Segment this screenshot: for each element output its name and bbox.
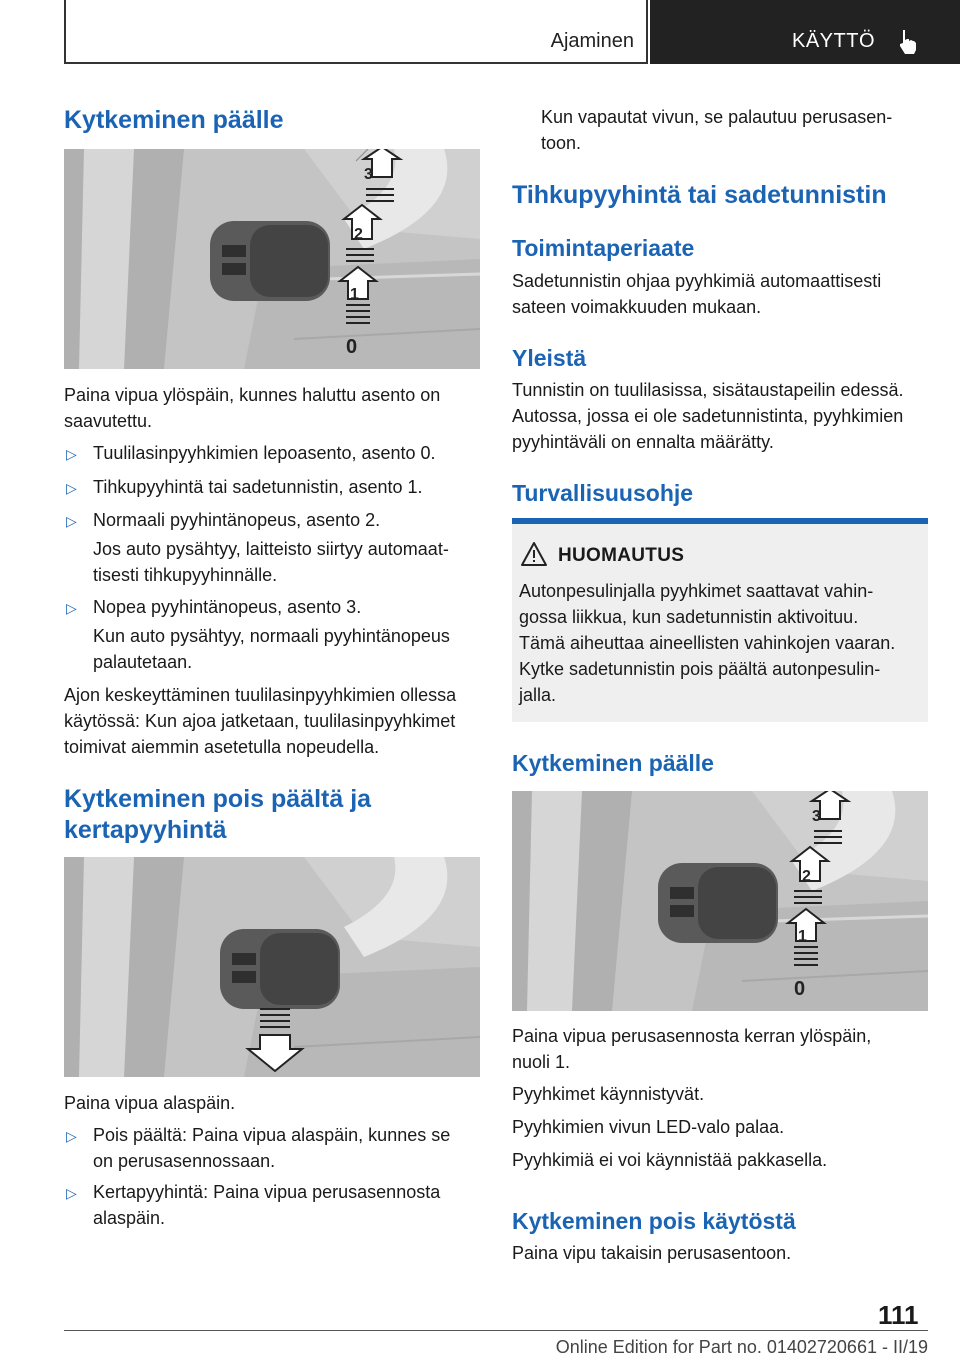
figure-label-3: 3	[364, 166, 373, 183]
header-section-title: Ajaminen	[550, 30, 634, 52]
heading-switch-off: Kytkeminen pois päältä ja	[64, 785, 372, 813]
heading-switch-off-line2: kertapyyhintä	[64, 816, 227, 844]
illustration-lever-up-2	[512, 791, 928, 1011]
bullet-triangle-icon: ▷	[66, 1128, 77, 1144]
bullet-item: Kertapyyhintä: Paina vipua perusasennosta	[93, 1182, 441, 1202]
bullet-subtext: Kun auto pysähtyy, normaali pyyhintänopeus	[93, 626, 450, 646]
footer-divider	[64, 1330, 928, 1331]
paragraph-line: käytössä: Kun ajoa jatketaan, tuulilasinpyyhkimet	[64, 711, 456, 731]
on2-line-3: Pyyhkimet käynnistyvät.	[512, 1084, 705, 1104]
bullet-subtext: palautetaan.	[93, 652, 193, 672]
figure-label-3: 3	[812, 808, 821, 825]
figure-label-2: 2	[354, 226, 363, 243]
heading-switch-on-2: Kytkeminen päälle	[512, 750, 714, 776]
bullet-item: Tuulilasinpyyhkimien lepoasento, asento 0.	[93, 443, 436, 463]
desc-line-2: saavutettu.	[64, 411, 153, 431]
offuse-line: Paina vipu takaisin perusasentoon.	[512, 1243, 792, 1263]
bullet-triangle-icon: ▷	[66, 600, 77, 616]
bullet-subtext: on perusasennossaan.	[93, 1151, 276, 1171]
general-line-1: Tunnistin on tuulilasissa, sisätaustapeilin edessä.	[512, 380, 904, 400]
bullet-subtext: tisesti tihkupyyhinnälle.	[93, 565, 278, 585]
bullet-item: Tihkupyyhintä tai sadetunnistin, asento 1.	[93, 477, 423, 497]
general-line-3: pyyhintäväli on ennalta määrätty.	[512, 432, 774, 452]
figure-label-0: 0	[346, 336, 358, 358]
bullet-item: Pois päältä: Paina vipua alaspäin, kunnes se	[93, 1125, 451, 1145]
heading-rain-sensor: Tihkupyyhintä tai sadetunnistin	[512, 181, 887, 209]
footer-edition: Online Edition for Part no. 01402720661 - II/19	[555, 1337, 928, 1357]
heading-general: Yleistä	[512, 345, 587, 371]
header-tab-label: KÄYTTÖ	[792, 30, 876, 52]
bullet-subtext: Jos auto pysähtyy, laitteisto siirtyy automaat-	[93, 539, 449, 559]
warning-triangle-icon	[520, 541, 548, 567]
warning-title: HUOMAUTUS	[558, 545, 685, 566]
warning-line: Autonpesulinjalla pyyhkimet saattavat vahin-	[519, 581, 874, 601]
hand-pointer-icon	[894, 26, 924, 56]
bullet-item: Normaali pyyhintänopeus, asento 2.	[93, 510, 381, 530]
figure-label-0: 0	[794, 978, 806, 1000]
bullet-subtext: alaspäin.	[93, 1208, 166, 1228]
heading-principle: Toimintaperiaate	[512, 235, 695, 261]
illustration-lever-down	[64, 857, 480, 1077]
desc-line-1: Paina vipua ylöspäin, kunnes haluttu asento on	[64, 385, 441, 405]
figure-label-1: 1	[350, 286, 359, 303]
warning-line: Tämä aiheuttaa aineellisten vahinkojen vaaran.	[519, 633, 896, 653]
bullet-triangle-icon: ▷	[66, 513, 77, 529]
paragraph-line: Ajon keskeyttäminen tuulilasinpyyhkimien ollessa	[64, 685, 457, 705]
on2-line-2: nuoli 1.	[512, 1052, 571, 1072]
heading-switch-off-use: Kytkeminen pois käytöstä	[512, 1208, 796, 1234]
page-number: 111	[878, 1300, 919, 1330]
down-desc: Paina vipua alaspäin.	[64, 1093, 236, 1113]
release-line-1: Kun vapautat vivun, se palautuu perusasen-	[541, 107, 893, 127]
bullet-triangle-icon: ▷	[66, 480, 77, 496]
figure-label-1: 1	[798, 928, 807, 945]
bullet-item: Nopea pyyhintänopeus, asento 3.	[93, 597, 362, 617]
release-line-2: toon.	[541, 133, 582, 153]
warning-line: Kytke sadetunnistin pois päältä autonpesulin-	[519, 659, 881, 679]
figure-label-2: 2	[802, 868, 811, 885]
heading-switch-on: Kytkeminen päälle	[64, 106, 284, 134]
illustration-lever-up	[64, 149, 480, 369]
bullet-triangle-icon: ▷	[66, 446, 77, 462]
heading-safety: Turvallisuusohje	[512, 480, 694, 506]
on2-line-4: Pyyhkimien vivun LED-valo palaa.	[512, 1117, 785, 1137]
general-line-2: Autossa, jossa ei ole sadetunnistinta, pyyhkimien	[512, 406, 904, 426]
on2-line-5: Pyyhkimiä ei voi käynnistää pakkasella.	[512, 1150, 828, 1170]
on2-line-1: Paina vipua perusasennosta kerran ylöspäin,	[512, 1026, 872, 1046]
bullet-triangle-icon: ▷	[66, 1185, 77, 1201]
paragraph-line: toimivat aiemmin asetetulla nopeudella.	[64, 737, 380, 757]
warning-line: jalla.	[519, 685, 557, 705]
principle-line-2: sateen voimakkuuden mukaan.	[512, 297, 762, 317]
principle-line-1: Sadetunnistin ohjaa pyyhkimiä automaattisesti	[512, 271, 882, 291]
warning-line: gossa liikkua, kun sadetunnistin aktivoituu.	[519, 607, 859, 627]
